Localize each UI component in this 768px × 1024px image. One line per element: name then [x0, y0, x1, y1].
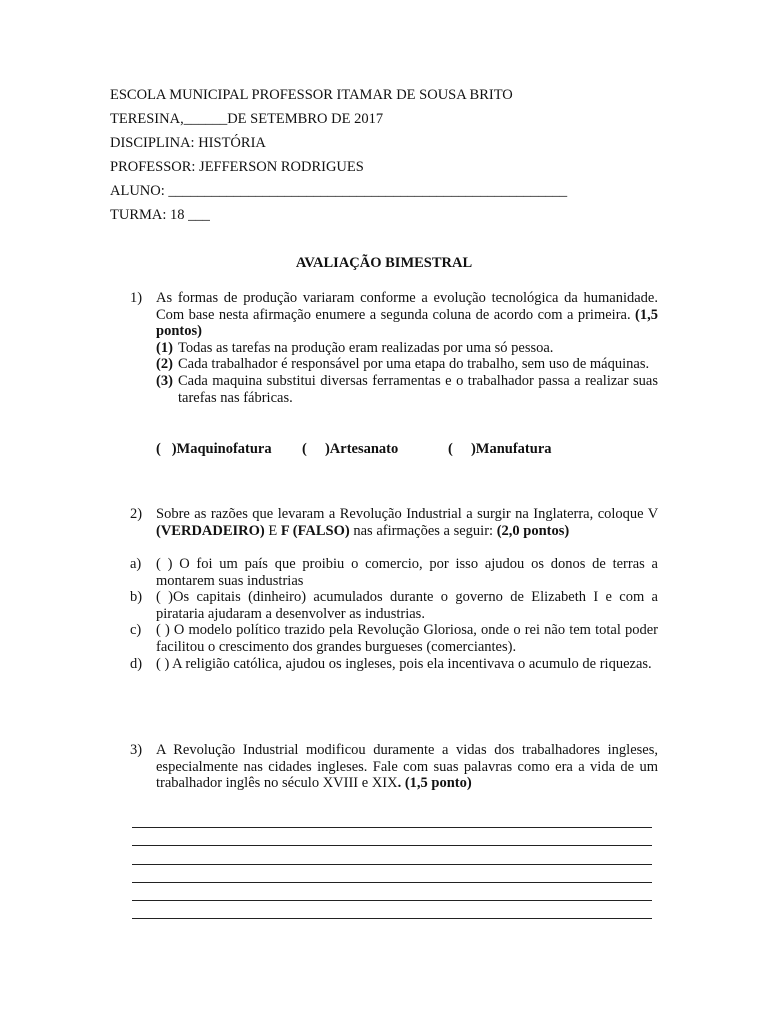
question-points: (1,5 pontos): [156, 306, 659, 340]
list-item: (2) Cada trabalhador é responsável por uma etapa do trabalho, sem uso de máquinas.: [156, 356, 650, 373]
list-item: a) ( ) O foi um país que proibiu o comercio, por isso ajudou os donos de terras a montarem suas industrias: [130, 556, 658, 589]
answer-line[interactable]: [132, 865, 652, 883]
subject-line: DISCIPLINA: HISTÓRIA: [110, 135, 266, 151]
answer-line[interactable]: [132, 810, 652, 828]
option-artesanato[interactable]: ( )Artesanato: [302, 441, 399, 457]
answer-line[interactable]: [132, 846, 652, 864]
date-line: TERESINA,______DE SETEMBRO DE 2017: [110, 111, 384, 127]
question-text: A Revolução Industrial modificou duramente a vidas dos trabalhadores ingleses, especialmente nas cidades ingleses. Fale com suas palavras como era a vida de um trabalhador inglês no século XVIII e XIX. (1,5 ponto): [156, 742, 658, 792]
school-name: ESCOLA MUNICIPAL PROFESSOR ITAMAR DE SOUSA BRITO: [110, 87, 513, 103]
student-line: ALUNO: _______________________________________________________: [110, 183, 568, 199]
answer-lines[interactable]: [132, 810, 652, 919]
list-item: (1) Todas as tarefas na produção eram realizadas por uma só pessoa.: [156, 339, 554, 356]
list-item: d) ( ) A religião católica, ajudou os ingleses, pois ela incentivava o acumulo de riquezas.: [130, 655, 652, 672]
teacher-line: PROFESSOR: JEFFERSON RODRIGUES: [110, 159, 364, 175]
question-number: 1): [130, 290, 143, 306]
option-maquinofatura[interactable]: ( )Maquinofatura: [156, 441, 272, 457]
question-3: [130, 742, 658, 792]
list-item: (3) Cada maquina substitui diversas ferramentas e o trabalhador passa a realizar suas tarefas nas fábricas.: [156, 372, 658, 406]
question-text: As formas de produção variaram conforme a evolução tecnológica da humanidade. Com base nesta afirmação enumere a segunda coluna de acordo com a primeira. (1,5 pontos): [156, 290, 659, 340]
option-manufatura[interactable]: ( )Manufatura: [448, 441, 552, 457]
question-points: (2,0 pontos): [496, 522, 570, 539]
question-number: 2): [130, 506, 143, 522]
answer-line[interactable]: [132, 883, 652, 901]
answer-line[interactable]: [132, 901, 652, 919]
question-2: [130, 506, 658, 539]
question-number: 3): [130, 742, 143, 758]
question-1: [130, 290, 658, 406]
true-false-items: [130, 556, 658, 672]
class-line: TURMA: 18 ___: [110, 207, 210, 223]
list-item: b) ( )Os capitais (dinheiro) acumulados durante o governo de Elizabeth I e com a pirataria ajudaram a desenvolver as industrias.: [130, 589, 658, 622]
answer-line[interactable]: [132, 828, 652, 846]
question-text: Sobre as razões que levaram a Revolução Industrial a surgir na Inglaterra, coloque V (VERDADEIRO) E F (FALSO) nas afirmações a seguir: (2,0 pontos): [156, 506, 658, 539]
exam-title: AVALIAÇÃO BIMESTRAL: [295, 255, 473, 271]
list-item: c) ( ) O modelo político trazido pela Revolução Gloriosa, onde o rei não tem total poder facilitou o crescimento dos grandes burgueses (comerciantes).: [130, 622, 658, 655]
question-points: . (1,5 ponto): [397, 775, 472, 792]
